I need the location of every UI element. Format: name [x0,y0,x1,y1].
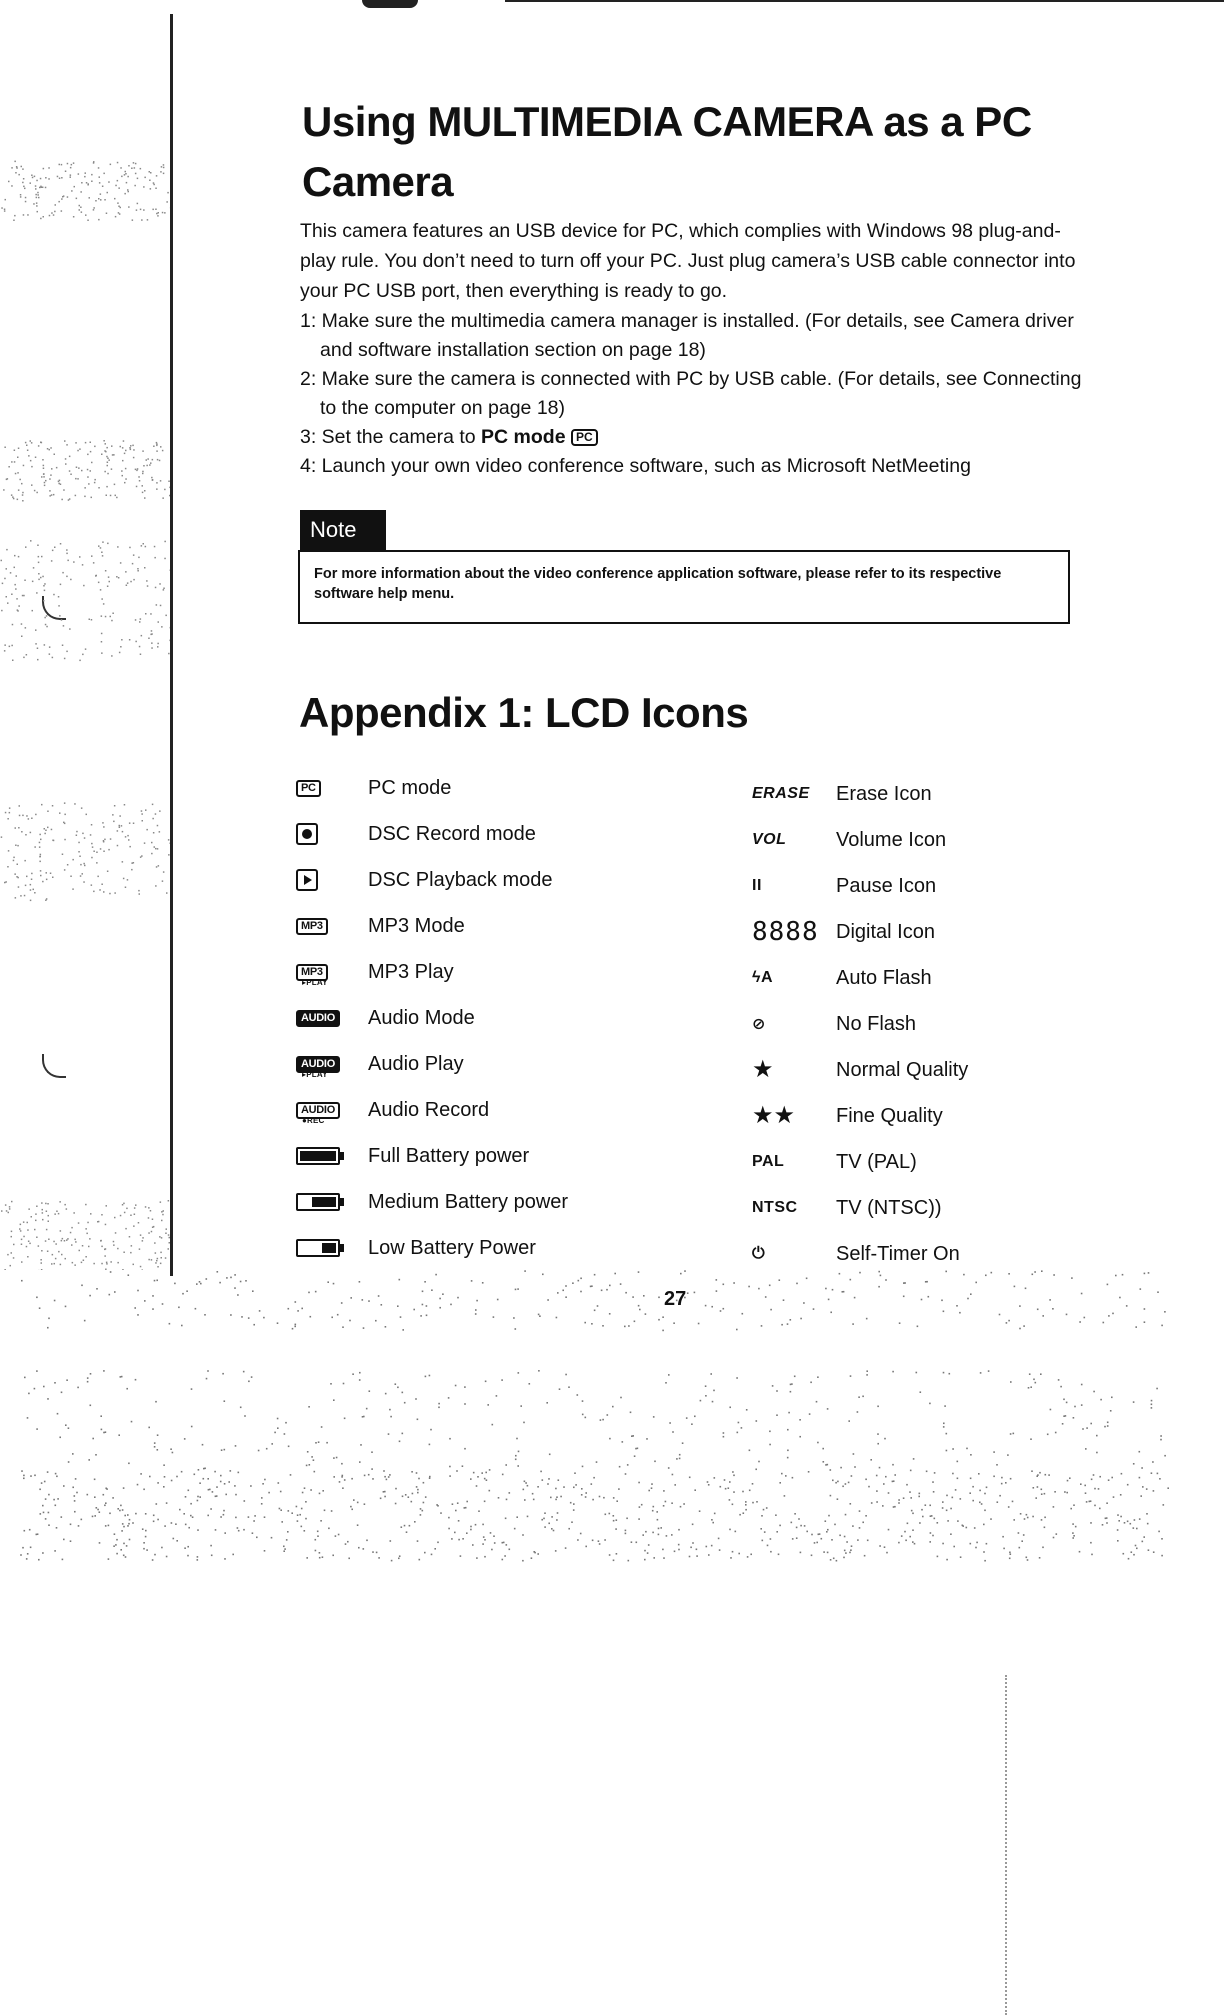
lcd-icon-label: Volume Icon [836,829,947,851]
battery-full-icon-shape [296,1147,340,1165]
lcd-icon-row [752,780,1066,816]
appendix-title: Appendix 1: LCD Icons [299,689,749,736]
lcd-icon-row [752,1240,1066,1276]
lcd-icon-row [752,1010,1066,1046]
lcd-icon-row [296,1096,598,1132]
audio-record-icon-glyph: AUDIO [296,1102,340,1119]
volume-icon-glyph: VOL [752,831,787,848]
page-number: 27 [664,1288,687,1310]
normal-quality-icon-glyph: ★ [752,1056,774,1083]
lcd-icon-row [752,1148,1066,1184]
auto-flash-icon-glyph: ϟA [752,969,774,986]
lcd-icon-label: Medium Battery power [368,1191,569,1213]
lcd-icon-label: Self-Timer On [836,1243,960,1265]
lcd-icon-label: Fine Quality [836,1105,943,1127]
lcd-icon-label: No Flash [836,1013,917,1035]
lcd-icon-row [752,872,1066,908]
audio-record-icon-sub: ●REC [302,1116,325,1125]
no-flash-icon-glyph: ⊘ [752,1016,766,1033]
page-title: Using MULTIMEDIA CAMERA as a PC Camera [302,98,1032,205]
lcd-icon-label: Low Battery Power [368,1237,536,1259]
step-3-text: 3: Set the camera to [300,426,476,448]
lcd-icon-label: Erase Icon [836,783,932,805]
step-4: 4: Launch your own video conference software, such as Microsoft NetMeeting [300,455,971,477]
lcd-icon-row [296,912,598,948]
audio-record-icon [296,1096,356,1124]
no-flash-icon [752,1010,832,1038]
lcd-icon-label: TV (NTSC)) [836,1197,942,1219]
step-2: 2: Make sure the camera is connected with PC by USB cable. (For details, see Connecting to the computer on page 18) [300,368,1082,419]
pc-mode-icon: PC [571,429,598,446]
note-box: For more information about the video conference application software, please refer to its respective software help menu. [298,550,1070,624]
volume-icon [752,826,832,854]
lcd-icon-label: MP3 Mode [368,915,465,937]
battery-medium-icon [296,1188,356,1216]
battery-low-icon-shape [296,1239,340,1257]
step-1: 1: Make sure the multimedia camera manager is installed. (For details, see Camera driver and software installation section on page 18) [300,310,1074,361]
digital-icon [752,918,832,946]
pause-icon [752,872,832,900]
mp3-play-icon [296,958,356,986]
audio-play-icon [296,1050,356,1078]
mp3-play-icon-sub: ▸PLAY [302,978,328,987]
lcd-icon-row [752,918,1066,954]
lcd-icon-row [296,958,598,994]
erase-icon-glyph: ERASE [752,785,810,802]
scan-noise [0,1270,1224,1670]
self-timer-icon-glyph: ⏻ [752,1245,766,1262]
audio-mode-icon [296,1004,356,1032]
tv-pal-icon [752,1148,832,1176]
intro-paragraph: This camera features an USB device for PC, which complies with Windows 98 plug-and-play rule. You don’t need to turn off your PC. Just plug camera’s USB cable connector into your PC USB port, then everything is ready to go. [300,220,1076,302]
lcd-icon-label: MP3 Play [368,961,454,983]
lcd-icon-label: DSC Record mode [368,823,536,845]
lcd-icon-label: Digital Icon [836,921,935,943]
lcd-icon-row [296,1050,598,1086]
audio-play-icon-glyph: AUDIO [296,1056,340,1073]
lcd-icon-label: Full Battery power [368,1145,530,1167]
tv-ntsc-icon-glyph: NTSC [752,1199,798,1216]
lcd-icon-row [752,1056,1066,1092]
tv-ntsc-icon [752,1194,832,1222]
lcd-icon-label: Audio Mode [368,1007,475,1029]
audio-play-icon-sub: ▸PLAY [302,1070,328,1079]
digital-icon-glyph: 8888 [752,917,819,947]
scan-mark [362,0,418,8]
pc-mode-icon-glyph: PC [296,780,321,797]
header-rule [505,0,1224,2]
mp3-play-icon-glyph: MP3 [296,964,328,981]
battery-low-icon [296,1234,356,1262]
lcd-icon-label: TV (PAL) [836,1151,917,1173]
lcd-icon-label: Pause Icon [836,875,937,897]
lcd-icon-row [296,1188,598,1224]
scan-dotted-line [1005,1675,1007,2015]
dsc-playback-icon [296,866,356,894]
lcd-icon-label: Audio Play [368,1053,464,1075]
normal-quality-icon [752,1056,832,1084]
tv-pal-icon-glyph: PAL [752,1153,785,1170]
pc-mode-icon [296,774,356,802]
lcd-icon-row [296,1234,598,1270]
audio-mode-icon-glyph: AUDIO [296,1010,340,1027]
auto-flash-icon [752,964,832,992]
lcd-icon-row [296,1142,598,1178]
lcd-icon-row [296,1004,598,1040]
lcd-icon-row [296,774,598,810]
fine-quality-icon [752,1102,832,1130]
battery-full-icon [296,1142,356,1170]
dsc-record-icon-shape [296,823,318,845]
self-timer-icon [752,1240,832,1268]
lcd-icon-row [296,820,598,856]
lcd-icon-label: DSC Playback mode [368,869,553,891]
mp3-mode-icon-glyph: MP3 [296,918,328,935]
steps-list [300,307,1090,481]
mp3-mode-icon [296,912,356,940]
dsc-record-icon [296,820,356,848]
lcd-icon-row [752,964,1066,1000]
lcd-icon-row [752,1102,1066,1138]
lcd-icon-label: Auto Flash [836,967,932,989]
pause-icon-glyph: II [752,877,762,894]
battery-medium-icon-shape [296,1193,340,1211]
lcd-icon-label: Audio Record [368,1099,490,1121]
binding-edge [170,14,173,1276]
lcd-icon-row [752,826,1066,862]
lcd-icon-row [296,866,598,902]
erase-icon [752,780,832,808]
lcd-icon-label: Normal Quality [836,1059,969,1081]
lcd-icon-label: PC mode [368,777,452,799]
step-3 [300,423,1090,452]
margin-noise [0,0,170,1270]
lcd-icon-row [752,1194,1066,1230]
step-3-bold: PC mode [481,426,566,448]
note-label: Note [300,510,386,550]
fine-quality-icon-glyph: ★★ [752,1102,796,1129]
dsc-playback-icon-shape [296,869,318,891]
